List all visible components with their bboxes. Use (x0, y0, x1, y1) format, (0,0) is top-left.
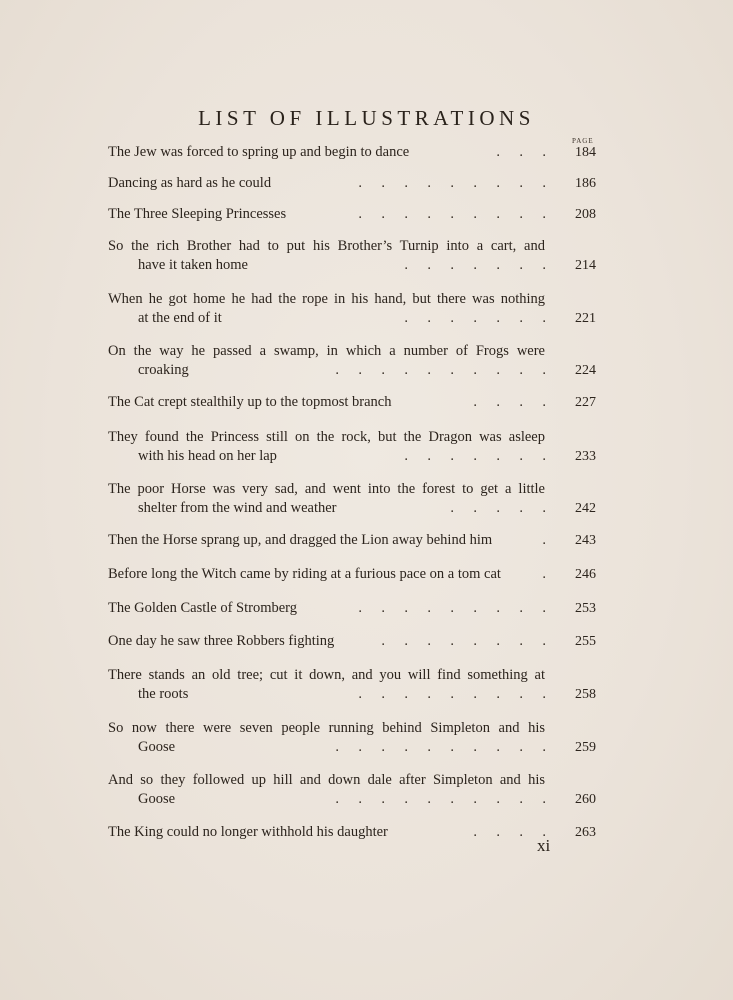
illustration-entry (108, 632, 606, 651)
entry-page-number: 184 (575, 145, 596, 160)
entry-line: The poor Horse was very sad, and went into the forest to get a little (108, 481, 545, 497)
entry-line (108, 143, 606, 162)
entry-caption: have it taken home (138, 257, 248, 273)
entry-line (108, 599, 606, 618)
entry-line (108, 632, 606, 651)
entry-page-number: 260 (575, 792, 596, 807)
illustration-entry (108, 531, 606, 550)
entry-caption: Then the Horse sprang up, and dragged the Lion away behind him (108, 532, 493, 548)
leader-dots: . . . (496, 144, 546, 160)
entry-page-number: 233 (575, 449, 596, 464)
leader-dots: . . . . . . . . . (358, 206, 546, 222)
illustration-entry (108, 666, 606, 704)
entry-page-number: 186 (575, 176, 596, 191)
entry-line (108, 256, 606, 275)
entry-caption: shelter from the wind and weather (138, 500, 337, 516)
entry-page-number: 214 (575, 258, 596, 273)
entry-page-number: 258 (575, 687, 596, 702)
entry-line (108, 393, 606, 412)
illustration-entry (108, 480, 606, 518)
entry-caption: Goose (138, 791, 176, 807)
leader-dots: . . . . . . . . . (358, 175, 546, 191)
entry-line: And so they followed up hill and down dale after Simpleton and his (108, 772, 545, 788)
entry-page-number: 243 (575, 533, 596, 548)
entry-caption: Before long the Witch came by riding at a furious pace on a tom cat (108, 566, 501, 582)
entry-line (108, 823, 606, 842)
entry-line (108, 447, 606, 466)
entry-caption: Dancing as hard as he could (108, 175, 272, 191)
entry-caption: The Golden Castle of Stromberg (108, 600, 298, 616)
leader-dots: . . . . . . . . . (358, 600, 546, 616)
illustration-entry (108, 565, 606, 584)
entry-caption: Goose (138, 739, 176, 755)
entry-caption: The Three Sleeping Princesses (108, 206, 287, 222)
illustration-entry (108, 342, 606, 380)
entry-caption: the roots (138, 686, 189, 702)
illustration-entry (108, 205, 606, 224)
entry-caption: with his head on her lap (138, 448, 277, 464)
entry-page-number: 253 (575, 601, 596, 616)
illustration-entry (108, 237, 606, 275)
leader-dots: . . . . (473, 824, 546, 840)
entry-line: There stands an old tree; cut it down, and you will find something at (108, 667, 545, 683)
leader-dots: . . . . . . . . . . (335, 739, 546, 755)
illustration-entry (108, 393, 606, 412)
entry-caption: The Cat crept stealthily up to the topmost branch (108, 394, 392, 410)
entry-page-number: 255 (575, 634, 596, 649)
entry-line (108, 174, 606, 193)
entry-caption: at the end of it (138, 310, 222, 326)
leader-dots: . . . . . . . (404, 257, 546, 273)
illustration-entry (108, 290, 606, 328)
leader-dots: . . . . . . . . . . (335, 362, 546, 378)
illustration-entry (108, 823, 606, 842)
entry-line (108, 685, 606, 704)
entry-page-number: 242 (575, 501, 596, 516)
leader-dots: . . . . (473, 394, 546, 410)
entry-page-number: 221 (575, 311, 596, 326)
entry-line (108, 738, 606, 757)
entry-caption: croaking (138, 362, 189, 378)
leader-dots: . . . . . . . (404, 448, 546, 464)
entry-line: They found the Princess still on the rock, but the Dragon was asleep (108, 429, 545, 445)
entry-page-number: 263 (575, 825, 596, 840)
entry-line (108, 309, 606, 328)
leader-dots: . (542, 566, 546, 582)
entry-line: On the way he passed a swamp, in which a number of Frogs were (108, 343, 545, 359)
illustration-entry (108, 719, 606, 757)
leader-dots: . . . . . . . . (381, 633, 546, 649)
entry-line (108, 361, 606, 380)
illustration-entry (108, 599, 606, 618)
entry-page-number: 246 (575, 567, 596, 582)
leader-dots: . . . . . . . . . (358, 686, 546, 702)
entry-caption: The Jew was forced to spring up and begin to dance (108, 144, 410, 160)
entry-line: So the rich Brother had to put his Brother’s Turnip into a cart, and (108, 238, 545, 254)
entry-line (108, 531, 606, 550)
entry-page-number: 208 (575, 207, 596, 222)
leader-dots: . . . . . (450, 500, 546, 516)
entry-line (108, 790, 606, 809)
illustration-entry (108, 174, 606, 193)
entry-line (108, 205, 606, 224)
entry-line: When he got home he had the rope in his hand, but there was nothing (108, 291, 545, 307)
entry-page-number: 224 (575, 363, 596, 378)
page-folio: xi (537, 836, 551, 855)
entry-line (108, 499, 606, 518)
leader-dots: . . . . . . . . . . (335, 791, 546, 807)
illustration-entry (108, 428, 606, 466)
illustration-entry (108, 143, 606, 162)
page-title: LIST OF ILLUSTRATIONS (198, 106, 535, 130)
leader-dots: . . . . . . . (404, 310, 546, 326)
entry-page-number: 227 (575, 395, 596, 410)
entry-caption: The King could no longer withhold his daughter (108, 824, 388, 840)
illustration-entry (108, 771, 606, 809)
entry-caption: One day he saw three Robbers fighting (108, 633, 335, 649)
entry-line: So now there were seven people running behind Simpleton and his (108, 720, 545, 736)
entry-line (108, 565, 606, 584)
page-column-label: PAGE (572, 137, 594, 145)
leader-dots: . (542, 532, 546, 548)
entry-page-number: 259 (575, 740, 596, 755)
